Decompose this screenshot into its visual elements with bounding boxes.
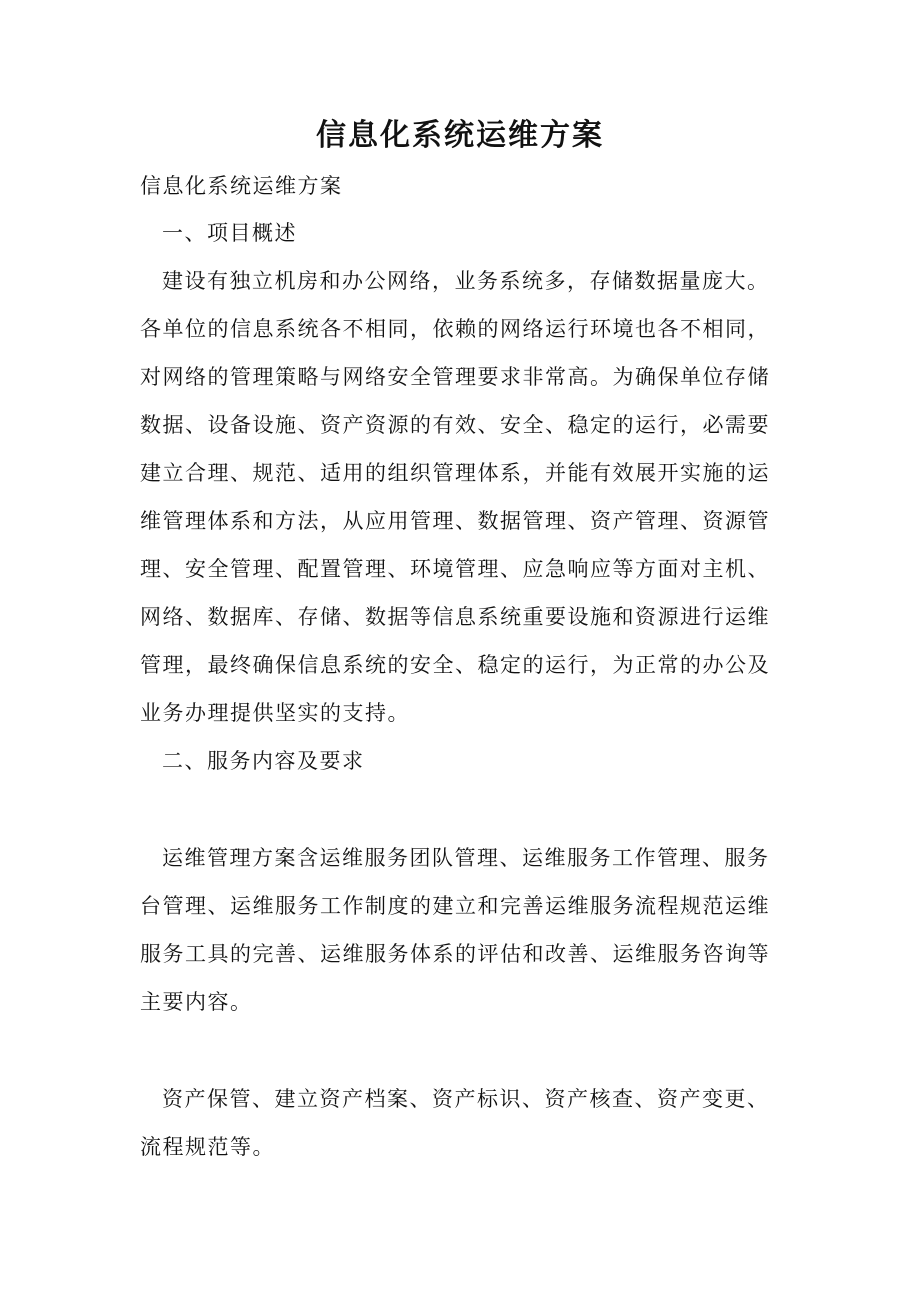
- paragraph-1-line-3: 对网络的管理策略与网络安全管理要求非常高。为确保单位存储: [140, 365, 770, 389]
- paragraph-2-line-4: 主要内容。: [140, 990, 253, 1014]
- page-title: 信息化系统运维方案: [316, 118, 604, 153]
- paragraph-3-line-1: 资产保管、建立资产档案、资产标识、资产核查、资产变更、: [162, 1087, 770, 1111]
- paragraph-1-line-9: 管理，最终确保信息系统的安全、稳定的运行，为正常的办公及: [140, 653, 770, 677]
- paragraph-2-line-1: 运维管理方案含运维服务团队管理、运维服务工作管理、服务: [162, 846, 770, 870]
- paragraph-1-line-7: 理、安全管理、配置管理、环境管理、应急响应等方面对主机、: [140, 557, 770, 581]
- section-heading-1: 一、项目概述: [162, 221, 297, 245]
- subtitle-line: 信息化系统运维方案: [140, 174, 343, 198]
- paragraph-1-line-4: 数据、设备设施、资产资源的有效、安全、稳定的运行，必需要: [140, 413, 770, 437]
- paragraph-1-line-10: 业务办理提供坚实的支持。: [140, 701, 410, 725]
- paragraph-1-line-5: 建立合理、规范、适用的组织管理体系，并能有效展开实施的运: [140, 461, 770, 485]
- paragraph-1-line-6: 维管理体系和方法，从应用管理、数据管理、资产管理、资源管: [140, 509, 770, 533]
- paragraph-3-line-2: 流程规范等。: [140, 1135, 275, 1159]
- paragraph-1-line-1: 建设有独立机房和办公网络，业务系统多，存储数据量庞大。: [162, 269, 770, 293]
- paragraph-1-line-8: 网络、数据库、存储、数据等信息系统重要设施和资源进行运维: [140, 605, 770, 629]
- section-heading-2: 二、服务内容及要求: [162, 749, 365, 773]
- paragraph-1-line-2: 各单位的信息系统各不相同，依赖的网络运行环境也各不相同，: [140, 317, 770, 341]
- paragraph-2-line-2: 台管理、运维服务工作制度的建立和完善运维服务流程规范运维: [140, 894, 770, 918]
- paragraph-2-line-3: 服务工具的完善、运维服务体系的评估和改善、运维服务咨询等: [140, 942, 770, 966]
